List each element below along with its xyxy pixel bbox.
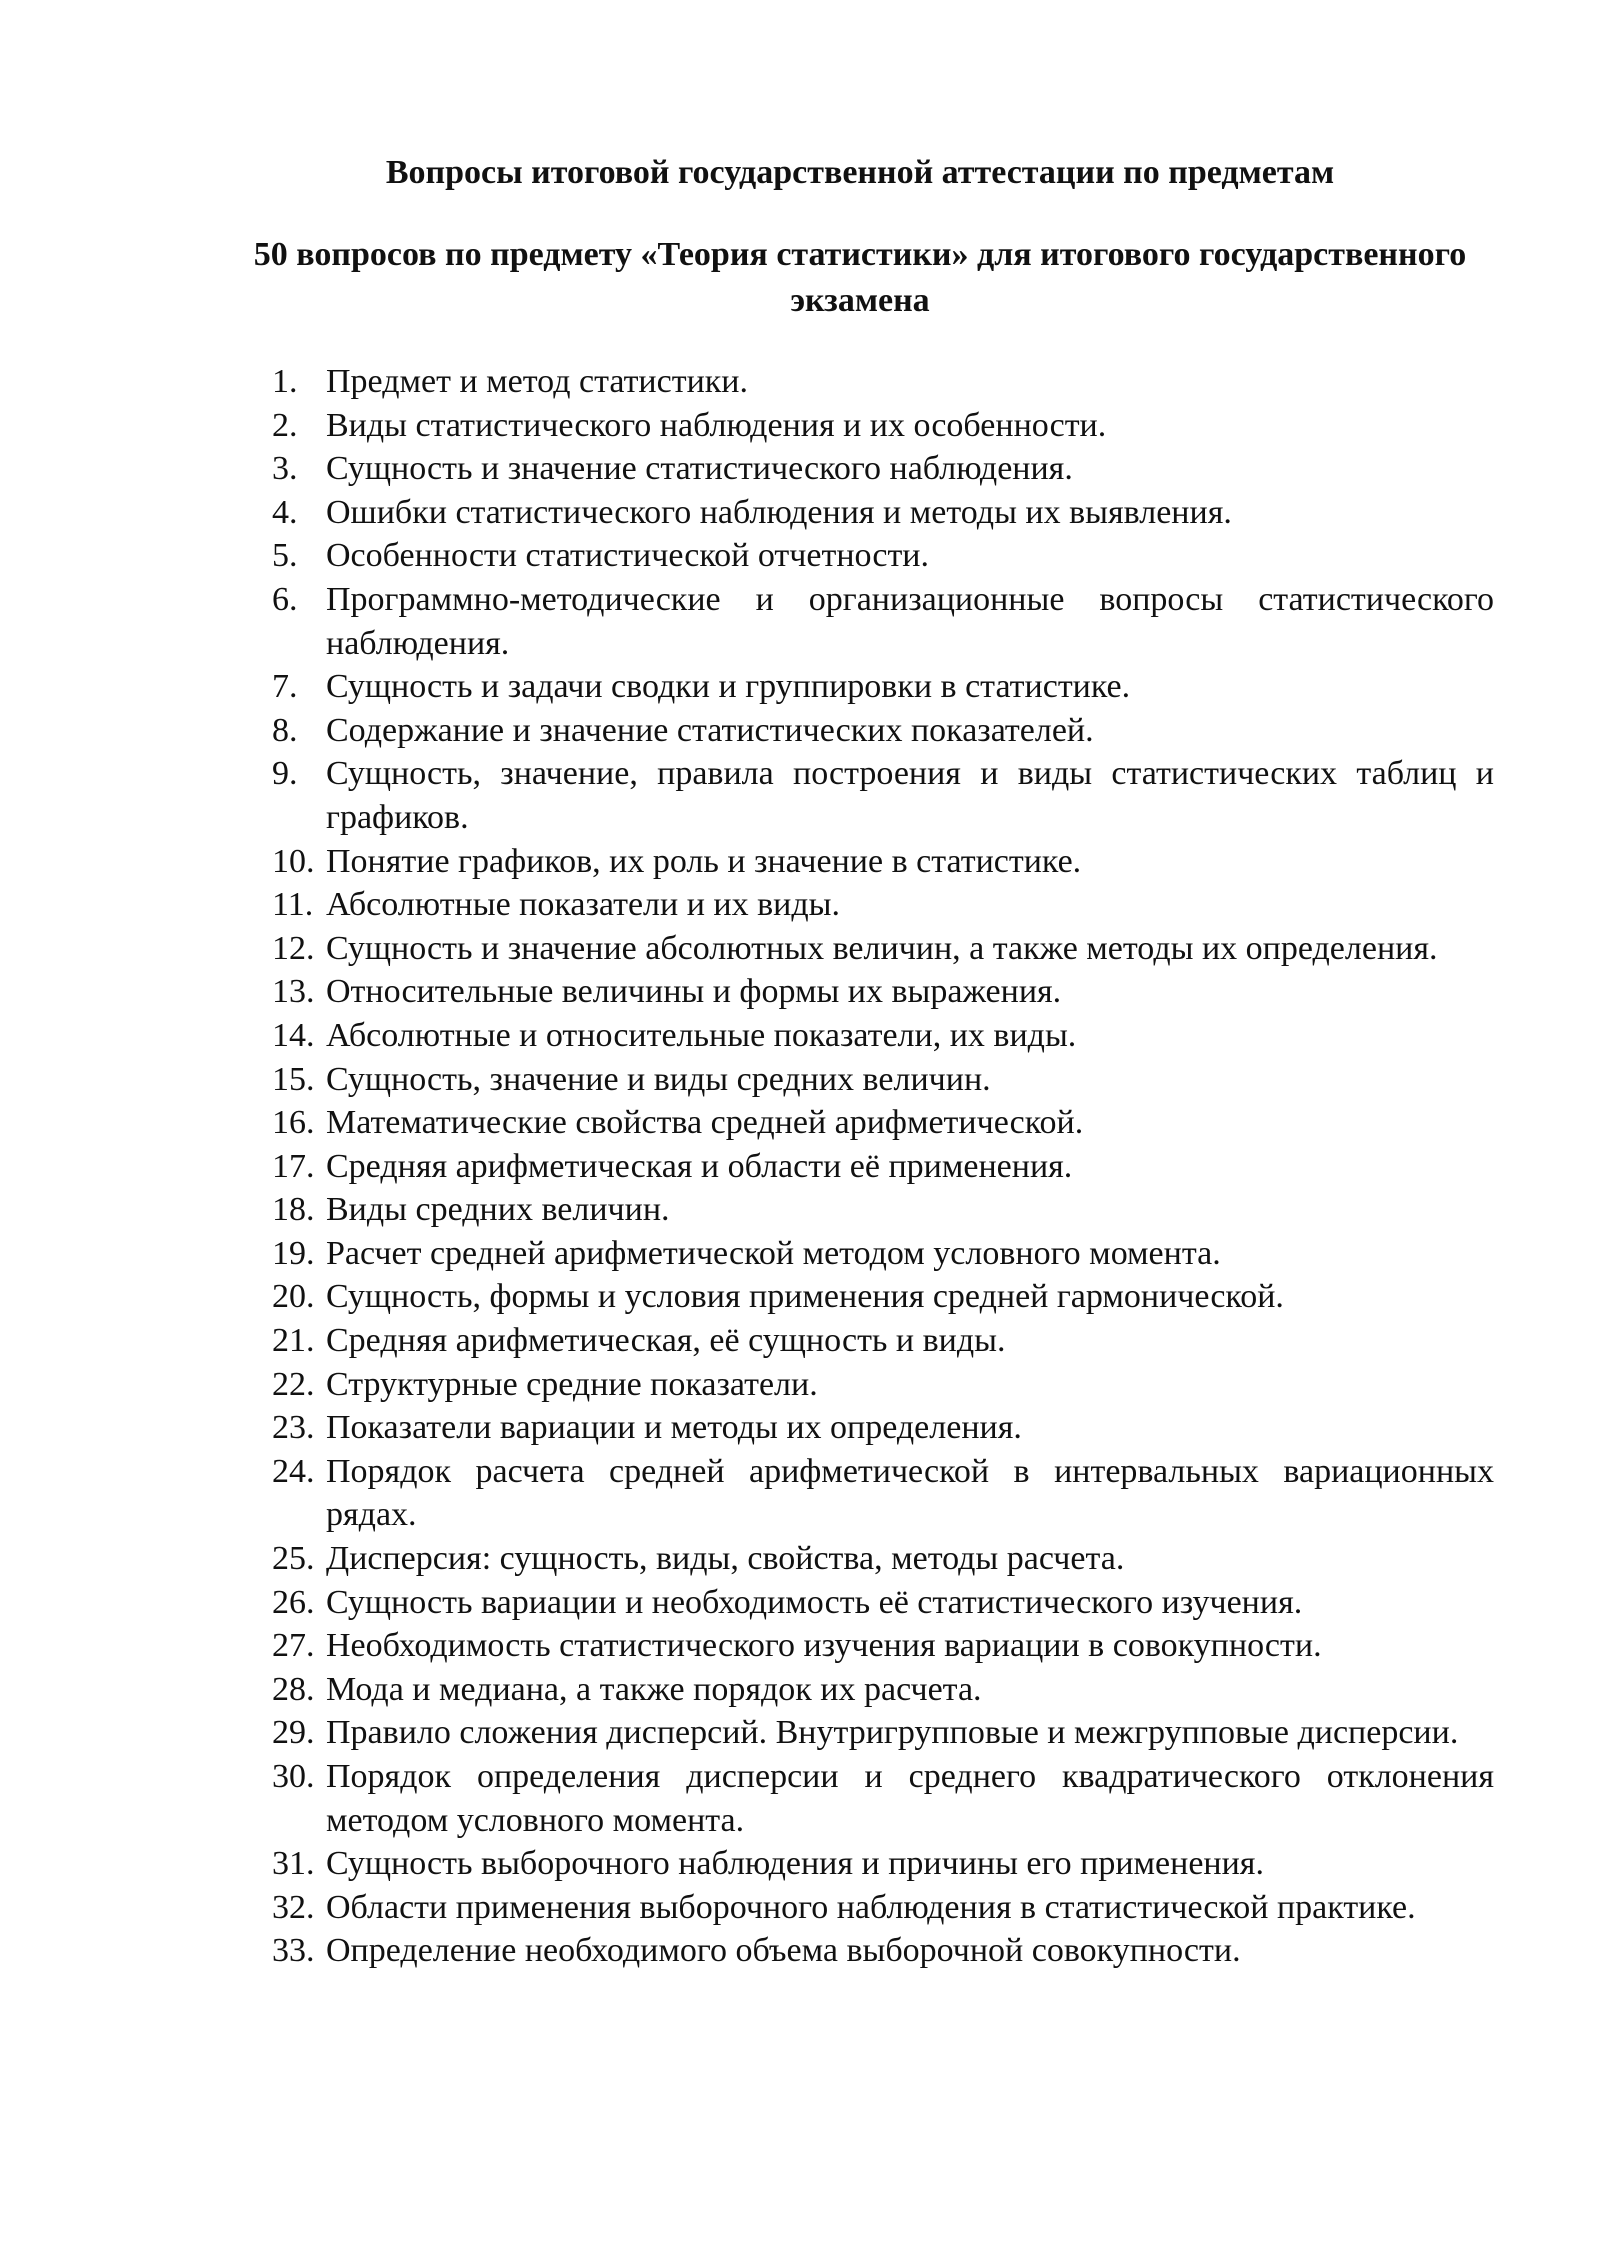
question-item [272, 1886, 1494, 1930]
question-item [272, 1929, 1494, 1973]
question-number: 10. [272, 842, 315, 880]
question-item [272, 1711, 1494, 1755]
question-number: 28. [272, 1670, 315, 1708]
question-text: Области применения выборочного наблюдения в статистической практике. [326, 1888, 1416, 1926]
question-text: Мода и медиана, а также порядок их расчета. [326, 1670, 982, 1708]
question-text: Содержание и значение статистических показателей. [326, 711, 1094, 749]
question-text: Понятие графиков, их роль и значение в статистике. [326, 842, 1082, 880]
question-item [272, 360, 1494, 404]
question-text: Сущность и значение абсолютных величин, а также методы их определения. [326, 929, 1438, 967]
question-number: 23. [272, 1409, 315, 1447]
question-text: Порядок расчета средней арифметической в интервальных вариационных рядах. [326, 1452, 1494, 1534]
question-number: 9. [272, 755, 298, 793]
question-item [272, 1363, 1494, 1407]
question-number: 7. [272, 668, 298, 706]
question-text: Абсолютные показатели и их виды. [326, 886, 841, 924]
question-item [272, 1188, 1494, 1232]
question-item [272, 404, 1494, 448]
question-number: 2. [272, 406, 298, 444]
question-text: Математические свойства средней арифметической. [326, 1104, 1084, 1142]
question-number: 29. [272, 1714, 315, 1752]
question-number: 13. [272, 973, 315, 1011]
question-number: 4. [272, 493, 298, 531]
question-item [272, 1145, 1494, 1189]
question-item [272, 1537, 1494, 1581]
question-item [272, 970, 1494, 1014]
question-number: 5. [272, 537, 298, 575]
question-text: Определение необходимого объема выборочной совокупности. [326, 1932, 1241, 1970]
question-text: Сущность, значение, правила построения и виды статистических таблиц и графиков. [326, 755, 1494, 836]
question-item [272, 1232, 1494, 1276]
question-item [272, 1406, 1494, 1450]
question-item [272, 1755, 1494, 1842]
question-text: Средняя арифметическая, её сущность и виды. [326, 1322, 1006, 1360]
question-item [272, 1450, 1494, 1537]
question-text: Сущность и значение статистического наблюдения. [326, 450, 1073, 488]
question-text: Необходимость статистического изучения вариации в совокупности. [326, 1627, 1322, 1665]
question-item [272, 578, 1494, 665]
question-item [272, 752, 1494, 839]
question-text: Сущность выборочного наблюдения и причины его применения. [326, 1845, 1264, 1883]
question-item [272, 1581, 1494, 1625]
question-number: 6. [272, 580, 298, 618]
question-number: 31. [272, 1845, 315, 1883]
question-text: Ошибки статистического наблюдения и методы их выявления. [326, 493, 1232, 531]
question-number: 8. [272, 711, 298, 749]
question-text: Правило сложения дисперсий. Внутригрупповые и межгрупповые дисперсии. [326, 1714, 1459, 1752]
question-text: Показатели вариации и методы их определения. [326, 1409, 1022, 1447]
question-item [272, 1842, 1494, 1886]
question-number: 30. [272, 1758, 315, 1795]
question-number: 24. [272, 1452, 315, 1490]
question-number: 22. [272, 1365, 315, 1403]
question-text: Структурные средние показатели. [326, 1365, 818, 1403]
question-number: 33. [272, 1932, 315, 1970]
question-item [272, 1319, 1494, 1363]
question-text: Сущность вариации и необходимость её статистического изучения. [326, 1583, 1303, 1621]
question-item [272, 491, 1494, 535]
question-number: 15. [272, 1060, 315, 1098]
question-text: Сущность и задачи сводки и группировки в статистике. [326, 668, 1131, 706]
question-text: Порядок определения дисперсии и среднего квадратического отклонения методом условного момента. [326, 1758, 1494, 1839]
question-number: 21. [272, 1322, 315, 1360]
question-text: Абсолютные и относительные показатели, их виды. [326, 1016, 1077, 1054]
question-item [272, 534, 1494, 578]
question-number: 18. [272, 1191, 315, 1229]
question-text: Относительные величины и формы их выражения. [326, 973, 1062, 1011]
question-item [272, 1275, 1494, 1319]
question-item [272, 1058, 1494, 1102]
question-item [272, 1624, 1494, 1668]
question-item [272, 1014, 1494, 1058]
question-item [272, 840, 1494, 884]
question-number: 14. [272, 1016, 315, 1054]
document-title: Вопросы итоговой государственной аттестации по предметам [385, 154, 1335, 191]
question-text: Виды средних величин. [326, 1191, 670, 1229]
question-number: 27. [272, 1627, 315, 1665]
question-list [272, 360, 1494, 1973]
question-number: 26. [272, 1583, 315, 1621]
question-text: Расчет средней арифметической методом условного момента. [326, 1234, 1221, 1272]
question-number: 12. [272, 929, 315, 967]
question-text: Сущность, формы и условия применения средней гармонической. [326, 1278, 1284, 1316]
question-item [272, 665, 1494, 709]
question-item [272, 1668, 1494, 1712]
question-number: 16. [272, 1104, 315, 1142]
question-item [272, 709, 1494, 753]
question-item [272, 447, 1494, 491]
document-subtitle: 50 вопросов по предмету «Теория статистики» для итогового государственного экзамена [253, 236, 1467, 319]
question-item [272, 883, 1494, 927]
question-item [272, 1101, 1494, 1145]
question-text: Сущность, значение и виды средних величин. [326, 1060, 991, 1098]
question-number: 11. [272, 886, 314, 924]
question-number: 20. [272, 1278, 315, 1316]
question-text: Средняя арифметическая и области её применения. [326, 1147, 1073, 1185]
question-item [272, 927, 1494, 971]
question-number: 3. [272, 450, 298, 488]
question-number: 32. [272, 1888, 315, 1926]
question-text: Дисперсия: сущность, виды, свойства, методы расчета. [326, 1540, 1125, 1578]
question-text: Программно-методические и организационные вопросы статистического наблюдения. [326, 580, 1494, 662]
question-text: Предмет и метод статистики. [326, 363, 748, 400]
question-number: 19. [272, 1234, 315, 1272]
question-number: 17. [272, 1147, 315, 1185]
question-text: Виды статистического наблюдения и их особенности. [326, 406, 1107, 444]
question-number: 25. [272, 1540, 315, 1578]
question-number: 1. [272, 363, 298, 400]
question-text: Особенности статистической отчетности. [326, 537, 930, 575]
